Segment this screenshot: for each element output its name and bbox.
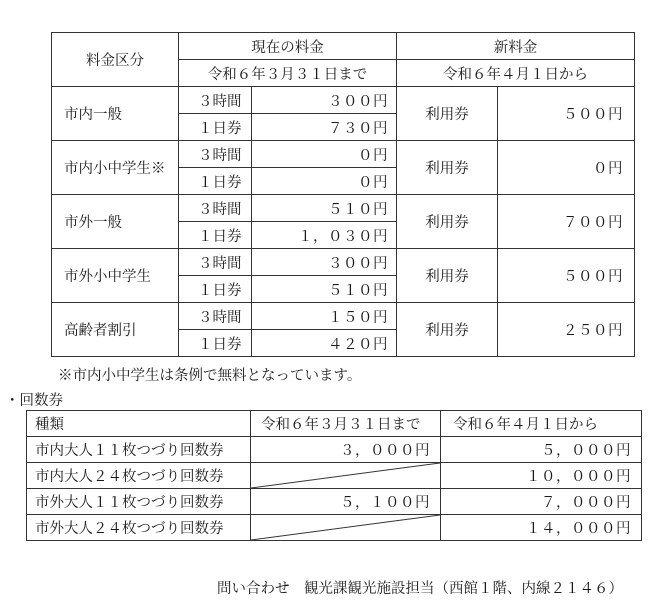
current-fee: ０円 <box>252 141 397 168</box>
duration-label: ３時間 <box>179 303 252 330</box>
category-label: 市外小中学生 <box>52 249 179 303</box>
new-price: ７，０００円 <box>441 489 642 515</box>
new-fee: ５００円 <box>498 249 635 303</box>
header-category: 料金区分 <box>52 33 179 87</box>
ticket-label: 利用券 <box>397 249 498 303</box>
table-row <box>27 437 642 463</box>
duration-label: １日券 <box>179 276 252 303</box>
ticket-label: 利用券 <box>397 87 498 141</box>
table-row <box>52 249 635 276</box>
header-type: 種類 <box>27 411 251 437</box>
category-label: 市内小中学生※ <box>52 141 179 195</box>
table-row <box>52 195 635 222</box>
new-fee: ０円 <box>498 141 635 195</box>
duration-label: １日券 <box>179 330 252 357</box>
header-old-date: 令和６年３月３１日まで <box>251 411 441 437</box>
diagonal-strike <box>251 515 440 540</box>
table-row <box>52 303 635 330</box>
duration-label: １日券 <box>179 222 252 249</box>
old-price: ５，１００円 <box>251 489 441 515</box>
not-applicable-cell <box>251 515 441 541</box>
duration-label: １日券 <box>179 168 252 195</box>
new-price: １４，０００円 <box>441 515 642 541</box>
header-current: 現在の料金 <box>179 33 397 60</box>
table-row <box>27 515 642 541</box>
contact-info: 問い合わせ 観光課観光施設担当（西館１階、内線２１４６） <box>217 581 623 597</box>
new-price: １０，０００円 <box>441 463 642 489</box>
current-fee: ５１０円 <box>252 195 397 222</box>
category-label: 高齢者割引 <box>52 303 179 357</box>
new-fee: ２５０円 <box>498 303 635 357</box>
current-fee: ０円 <box>252 168 397 195</box>
coupon-name: 市内大人１１枚つづり回数券 <box>27 437 251 463</box>
table-row <box>52 87 635 114</box>
fee-table <box>51 32 635 357</box>
table-row <box>27 463 642 489</box>
duration-label: ３時間 <box>179 87 252 114</box>
duration-label: ３時間 <box>179 249 252 276</box>
footnote: ※市内小中学生は条例で無料となっています。 <box>58 368 362 384</box>
header-new-date: 令和６年４月１日から <box>397 60 635 87</box>
current-fee: １，０３０円 <box>252 222 397 249</box>
current-fee: ３００円 <box>252 87 397 114</box>
section-title: ・回数券 <box>5 393 63 409</box>
duration-label: ３時間 <box>179 141 252 168</box>
not-applicable-cell <box>251 463 441 489</box>
header-new: 新料金 <box>397 33 635 60</box>
current-fee: ５１０円 <box>252 276 397 303</box>
ticket-label: 利用券 <box>397 195 498 249</box>
header-new-date: 令和６年４月１日から <box>441 411 642 437</box>
new-fee: ７００円 <box>498 195 635 249</box>
ticket-label: 利用券 <box>397 141 498 195</box>
category-label: 市外一般 <box>52 195 179 249</box>
current-fee: １５０円 <box>252 303 397 330</box>
table-row <box>52 141 635 168</box>
diagonal-strike <box>251 463 440 488</box>
coupon-name: 市外大人１１枚つづり回数券 <box>27 489 251 515</box>
new-fee: ５００円 <box>498 87 635 141</box>
table-row <box>27 489 642 515</box>
header-current-date: 令和６年３月３１日まで <box>179 60 397 87</box>
duration-label: ３時間 <box>179 195 252 222</box>
current-fee: ３００円 <box>252 249 397 276</box>
old-price: ３，０００円 <box>251 437 441 463</box>
coupon-name: 市内大人２４枚つづり回数券 <box>27 463 251 489</box>
new-price: ５，０００円 <box>441 437 642 463</box>
current-fee: ４２０円 <box>252 330 397 357</box>
coupon-table <box>26 410 642 541</box>
category-label: 市内一般 <box>52 87 179 141</box>
coupon-name: 市外大人２４枚つづり回数券 <box>27 515 251 541</box>
duration-label: １日券 <box>179 114 252 141</box>
ticket-label: 利用券 <box>397 303 498 357</box>
current-fee: ７３０円 <box>252 114 397 141</box>
